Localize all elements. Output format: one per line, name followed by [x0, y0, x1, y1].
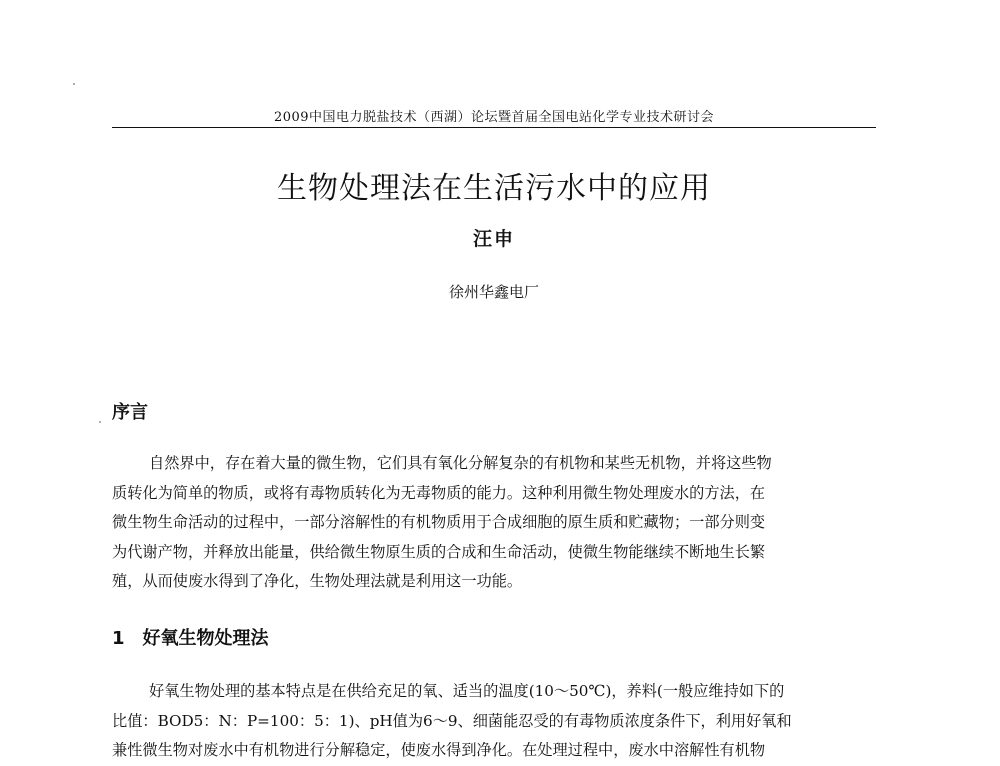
- conference-header: 2009中国电力脱盐技术（西湖）论坛暨首届全国电站化学专业技术研讨会: [273, 110, 715, 125]
- paragraph-line: 好氧生物处理的基本特点是在供给充足的氧、适当的温度(10～50℃)，养料(一般应维持如下的: [149, 682, 785, 700]
- section-heading-aerobic: 1 好氧生物处理法: [112, 628, 269, 649]
- paragraph-line: 兼性微生物对废水中有机物进行分解稳定，使废水得到净化。在处理过程中，废水中溶解性有机物: [112, 741, 766, 759]
- paper-title: 生物处理法在生活污水中的应用: [277, 171, 711, 206]
- aerobic-paragraph: [112, 677, 878, 766]
- section-heading-preface: 序言: [112, 402, 148, 423]
- scan-speck: [99, 421, 101, 423]
- header-divider: [112, 127, 876, 128]
- paper-affiliation: 徐州华鑫电厂: [448, 283, 539, 301]
- preface-paragraph: [112, 449, 878, 597]
- paragraph-line: 质转化为简单的物质，或将有毒物质转化为无毒物质的能力。这种利用微生物处理废水的方法，在: [112, 483, 766, 502]
- paragraph-line: 微生物生命活动的过程中，一部分溶解性的有机物质用于合成细胞的原生质和贮藏物；一部分则变: [112, 513, 766, 531]
- scan-speck: [73, 83, 75, 85]
- paragraph-line: 自然界中，存在着大量的微生物，它们具有氧化分解复杂的有机物和某些无机物，并将这些物: [149, 454, 772, 472]
- paper-author: 汪申: [472, 228, 515, 250]
- paragraph-line: 为代谢产物，并释放出能量，供给微生物原生质的合成和生命活动，使微生物能继续不断地生长繁: [112, 542, 766, 561]
- paragraph-line: 殖，从而使废水得到了净化，生物处理法就是利用这一功能。: [112, 572, 523, 590]
- paragraph-line: 比值：BOD5：N：P=100：5：1)、pH值为6～9、细菌能忍受的有毒物质浓度条件下，利用好氧和: [112, 711, 792, 730]
